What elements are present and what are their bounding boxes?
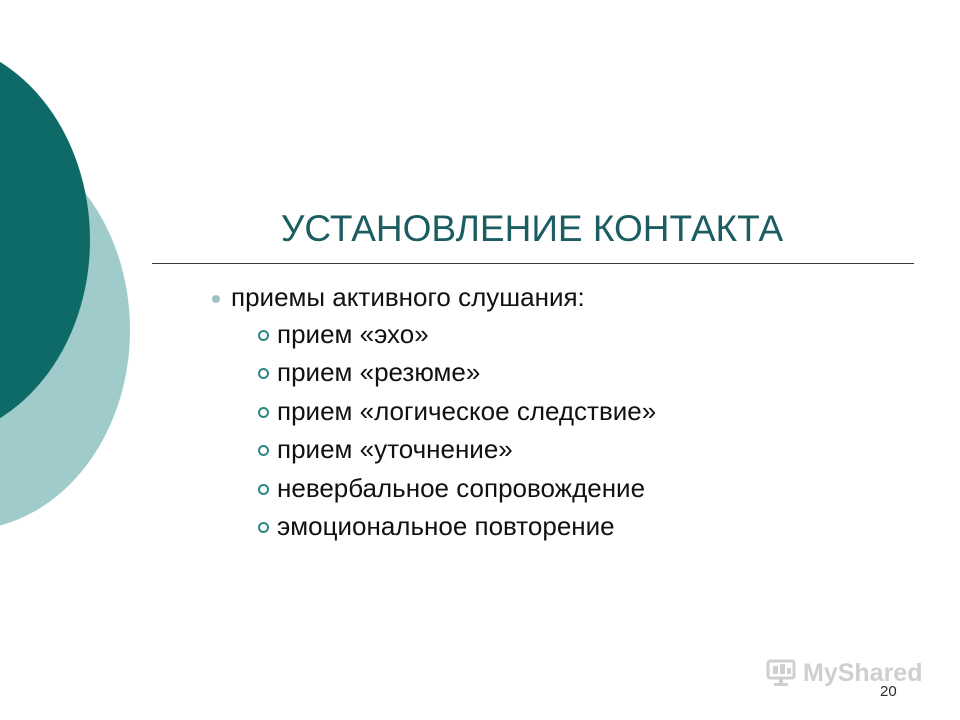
bullet-dot-icon — [212, 295, 220, 303]
list-item-text: прием «логическое следствие» — [277, 395, 657, 426]
slide-title: УСТАНОВЛЕНИЕ КОНТАКТА — [280, 208, 784, 249]
list-item-text: эмоциональное повторение — [277, 510, 615, 541]
ring-bullet-icon — [258, 407, 269, 418]
ring-bullet-icon — [258, 445, 269, 456]
ring-bullet-icon — [258, 522, 269, 533]
watermark-logo — [766, 656, 926, 692]
ring-bullet-icon — [258, 330, 269, 341]
ring-bullet-icon — [258, 368, 269, 379]
main-bullet-text: приемы активного слушания: — [231, 282, 585, 312]
watermark-text: MyShared — [803, 659, 923, 687]
presentation-screen-icon — [766, 658, 798, 688]
list-item-text: прием «уточнение» — [277, 434, 513, 465]
list-item-text: невербальное сопровождение — [277, 472, 646, 503]
page-number: 20 — [880, 683, 897, 700]
ring-bullet-icon — [258, 484, 269, 495]
list-item-text: прием «резюме» — [277, 357, 481, 388]
title-divider — [152, 263, 914, 264]
list-item-text: прием «эхо» — [277, 319, 429, 349]
